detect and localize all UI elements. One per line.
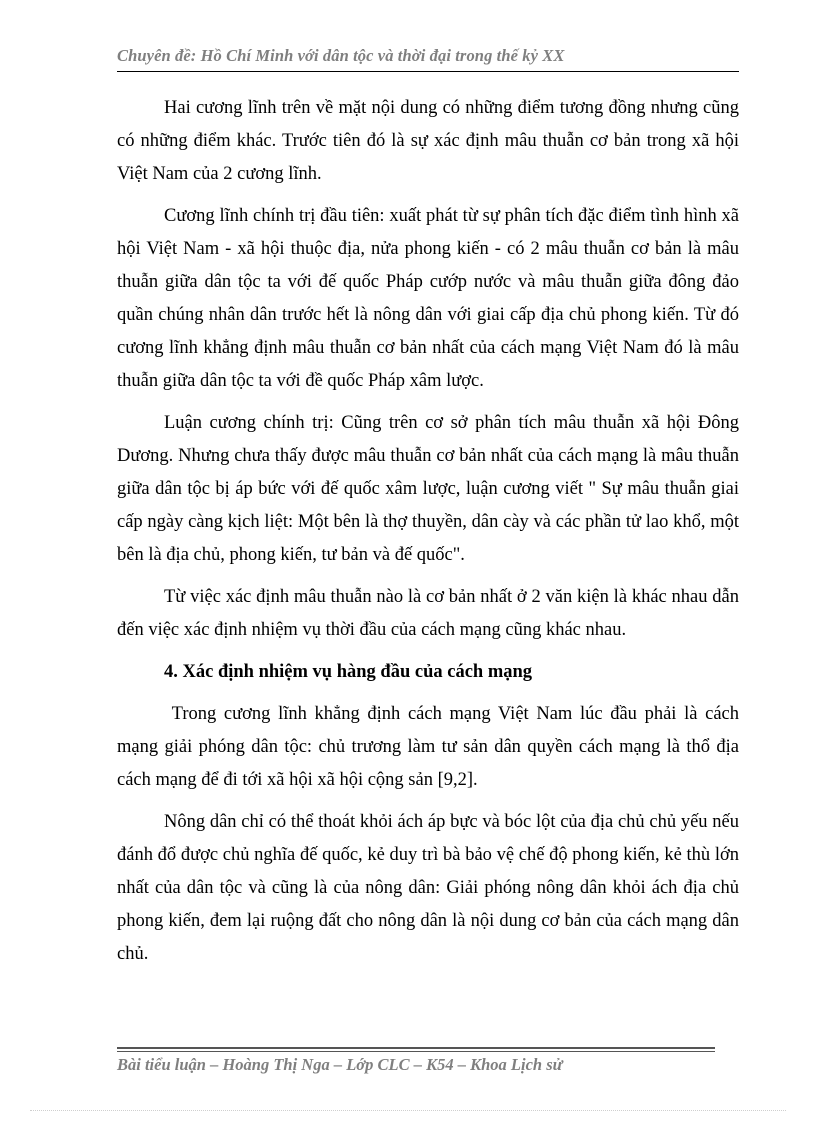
page-header-title: Chuyên đề: Hồ Chí Minh với dân tộc và thời đại trong thế kỷ XX <box>117 46 565 65</box>
page-bottom-dotted-line <box>30 1110 786 1111</box>
paragraph-3: Luận cương chính trị: Cũng trên cơ sở phân tích mâu thuẫn xã hội Đông Dương. Nhưng chưa thấy được mâu thuẫn cơ bản nhất của cách mạng là mâu thuẫn giữa dân tộc bị áp bức với đế quốc xâm lược, luận cương viết " Sự mâu thuẫn giai cấp ngày càng kịch liệt: Một bên là thợ thuyền, dân cày và các phần tử lao khổ, một bên là địa chủ, phong kiến, tư bản và đế quốc". <box>117 413 739 565</box>
paragraph-4: Từ việc xác định mâu thuẫn nào là cơ bản nhất ở 2 văn kiện là khác nhau dẫn đến việc xác định nhiệm vụ thời đầu của cách mạng cũng khác nhau. <box>117 587 739 640</box>
footer-divider-thin <box>117 1051 715 1052</box>
paragraph-5: Trong cương lĩnh khẳng định cách mạng Việt Nam lúc đầu phải là cách mạng giải phóng dân tộc: chủ trương làm tư sản dân quyền cách mạng là thổ địa cách mạng để đi tới xã hội xã hội cộng sản [9,2]. <box>117 704 744 790</box>
section-heading: 4. Xác định nhiệm vụ hàng đầu của cách mạng <box>164 662 533 682</box>
page-footer-text: Bài tiểu luận – Hoàng Thị Nga – Lớp CLC – K54 – Khoa Lịch sử <box>117 1055 563 1074</box>
document-body <box>117 92 744 980</box>
footer-divider-thick <box>117 1047 715 1049</box>
paragraph-1: Hai cương lĩnh trên về mặt nội dung có những điểm tương đồng nhưng cũng có những điểm khác. Trước tiên đó là sự xác định mâu thuẫn cơ bản trong xã hội Việt Nam của 2 cương lĩnh. <box>117 98 739 184</box>
header-divider <box>117 71 739 72</box>
paragraph-6: Nông dân chỉ có thể thoát khỏi ách áp bực và bóc lột của địa chủ chủ yếu nếu đánh đổ được chủ nghĩa đế quốc, kẻ duy trì bà bảo vệ chế độ phong kiến, kẻ thù lớn nhất của dân tộc và cũng là của nông dân: Giải phóng nông dân khỏi ách địa chủ phong kiến, đem lại ruộng đất cho nông dân là nội dung cơ bản của cách mạng dân chủ. <box>117 812 739 964</box>
paragraph-2: Cương lĩnh chính trị đầu tiên: xuất phát từ sự phân tích đặc điểm tình hình xã hội Việt Nam - xã hội thuộc địa, nửa phong kiến - có 2 mâu thuẫn cơ bản là mâu thuẫn giữa dân tộc ta với đế quốc Pháp cướp nước và mâu thuẫn giữa đông đảo quần chúng nhân dân trước hết là nông dân với giai cấp địa chủ phong kiến. Từ đó cương lĩnh khẳng định mâu thuẫn cơ bản nhất của cách mạng Việt Nam đó là mâu thuẫn giữa dân tộc ta với đề quốc Pháp xâm lược. <box>117 206 739 391</box>
